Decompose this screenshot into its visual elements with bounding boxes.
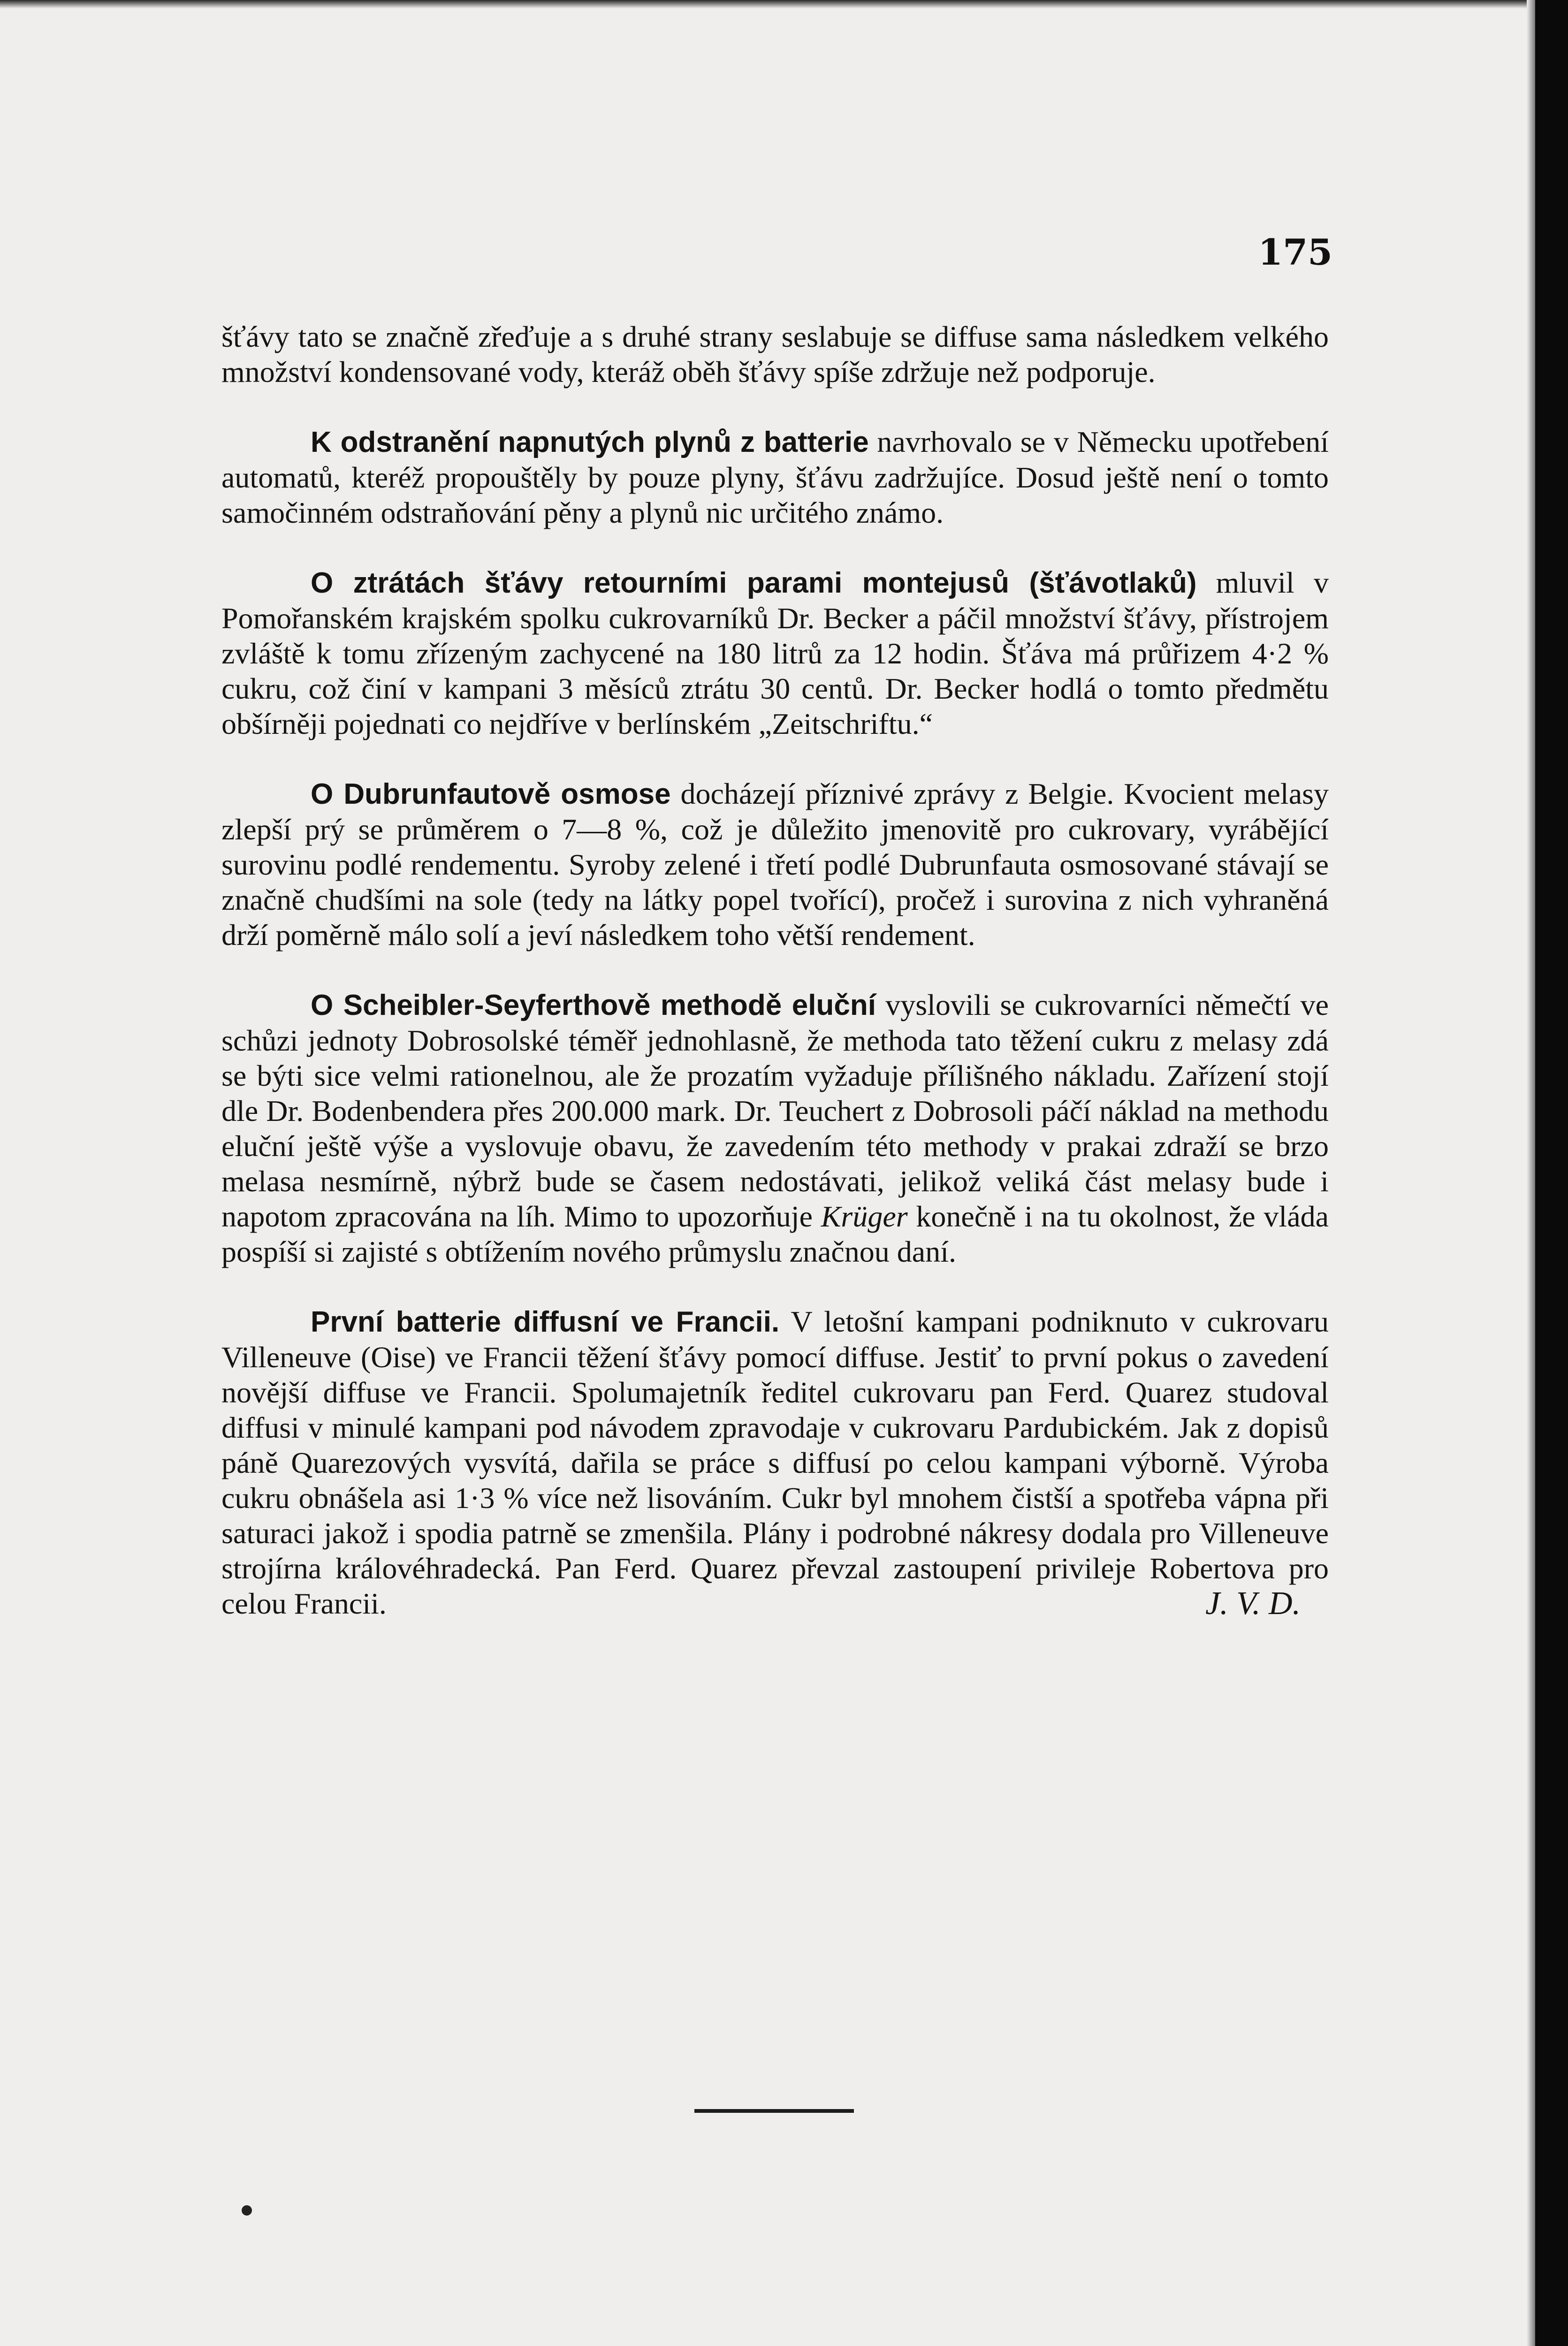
- paragraph-continuation: [221, 319, 1329, 389]
- paragraph-text: navrhovalo se v Německu upotřebení automatů, kteréž propouštěly by pouze plyny, šťávu zadržujíce. Dosud ještě není o tomto samočinném odstraňování pěny a plynů nic určitého známo.: [221, 425, 1329, 529]
- paragraph-text: šťávy tato se značně zřeďuje a s druhé strany seslabuje se diffuse sama následkem velkého množství kondensované vody, kteráž oběh šťávy spíše zdržuje než podporuje.: [221, 320, 1329, 388]
- scan-edge-right: [1535, 0, 1568, 2346]
- paragraph-osmosis: [221, 776, 1329, 952]
- paragraph-first-battery-france: [221, 1304, 1329, 1621]
- section-divider: [694, 2109, 854, 2113]
- paragraph-heading: O Scheibler-Seyferthově methodě eluční: [311, 989, 876, 1021]
- paragraph-juice-losses: [221, 565, 1329, 741]
- scan-edge-shadow: [1527, 0, 1535, 2346]
- scan-edge-top: [0, 0, 1568, 8]
- paragraph-text: konečně i na tu okolnost, že vláda pospíší si zajisté s obtížením nového průmyslu značnou daní.: [221, 1200, 1329, 1268]
- paragraph-heading: První batterie diffusní ve Francii.: [311, 1306, 780, 1338]
- paragraph-heading: K odstranění napnutých plynů z batterie: [311, 426, 869, 458]
- page-number: 175: [1258, 231, 1332, 273]
- scan-speck: [242, 2205, 252, 2216]
- author-name: Krüger: [821, 1200, 908, 1233]
- paragraph-heading: O Dubrunfautově osmose: [311, 778, 671, 810]
- signature: J. V. D.: [1205, 1585, 1301, 1622]
- paragraph-text: V letošní kampani podniknuto v cukrovaru Villeneuve (Oise) ve Francii těžení šťávy pomocí diffuse. Jestiť to první pokus o zavedení novější diffuse ve Francii. Spolumajetník ředitel cukrovaru pan Ferd. Quarez studoval diffusi v minulé kampani pod návodem zpravodaje v cukrovaru Pardubickém. Jak z dopisů páně Quarezových vysvítá, dařila se práce s diffusí po celou kampani výborně. Výroba cukru obnášela asi 1·3 % více než lisováním. Cukr byl mnohem čistší a spotřeba vápna při saturaci jakož i spodia patrně se zmenšila. Plány i podrobné nákresy dodala pro Villeneuve strojírna královéhradecká. Pan Ferd. Quarez převzal zastoupení privileje Robertova pro celou Francii.: [221, 1305, 1329, 1620]
- paragraph-text: vyslovili se cukrovarníci němečtí ve schůzi jednoty Dobrosolské téměř jednohlasně, že methoda tato těžení cukru z melasy zdá se býti sice velmi rationelnou, ale že prozatím vyžaduje přílišného nákladu. Zařízení stojí dle Dr. Bodenbendera přes 200.000 mark. Dr. Teuchert z Dobrosoli páčí náklad na methodu eluční ještě výše a vyslovuje obavu, že zavedením této methody v prakai zdraží se brzo melasa nesmírně, nýbrž bude se časem nedostávati, jelikož veliká část melasy bude i napotom zpracována na líh. Mimo to upozorňuje: [221, 988, 1329, 1233]
- paragraph-text: mluvil v Pomořanském krajském spolku cukrovarníků Dr. Becker a páčil množství šťávy, přístrojem zvláště k tomu zřízeným zachycené na 180 litrů za 12 hodin. Šťáva má průřizem 4·2 % cukru, což činí v kampani 3 měsíců ztrátu 30 centů. Dr. Becker hodlá o tomto předmětu obšírněji pojednati co nejdříve v berlínském „Zeitschriftu.“: [221, 566, 1329, 740]
- paragraph-heading: O ztrátách šťávy retourními parami montejusů (šťávotlaků): [311, 567, 1197, 599]
- paragraph-text: docházejí příznivé zprávy z Belgie. Kvocient melasy zlepší prý se průměrem o 7—8 %, což je důležito jmenovitě pro cukrovary, vyrábějící surovinu podlé rendementu. Syroby zelené i třetí podlé Dubrunfauta osmosované stávají se značně chudšími na sole (tedy na látky popel tvořící), pročež i surovina z nich vyhraněná drží poměrně málo solí a jeví následkem toho větší rendement.: [221, 777, 1329, 952]
- paragraph-gas-removal: [221, 424, 1329, 530]
- paragraph-elution-method: [221, 987, 1329, 1269]
- body-text: [221, 319, 1329, 1656]
